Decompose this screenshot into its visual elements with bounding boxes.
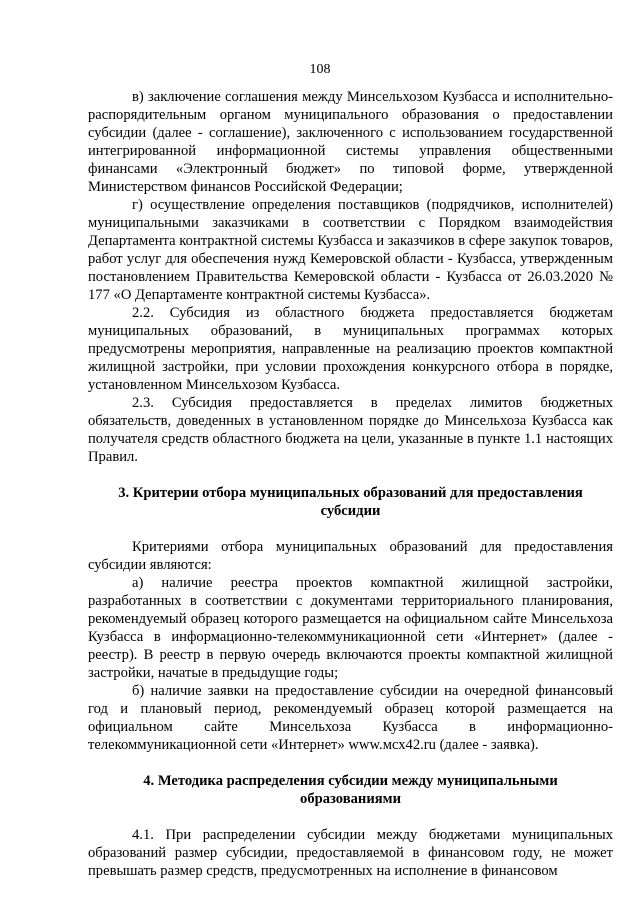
paragraph-2-2: 2.2. Субсидия из областного бюджета предоставляется бюджетам муниципальных образований, в муниципальных программах которых предусмотрены мероприятия, направленные на реализацию проектов компактной жилищной застройки, при условии прохождения конкурсного отбора в порядке, установленном Минсельхозом Кузбасса.: [88, 305, 613, 393]
spacer: [88, 808, 613, 826]
section-3-heading: 3. Критерии отбора муниципальных образований для предоставления субсидии: [118, 485, 583, 519]
paragraph-2-3: 2.3. Субсидия предоставляется в пределах лимитов бюджетных обязательств, доведенных в установленном порядке до Минсельхоза Кузбасса как получателя средств областного бюджета на цели, указанные в пункте 1.1 настоящих Правил.: [88, 395, 613, 465]
section-3-criterion-a: а) наличие реестра проектов компактной жилищной застройки, разработанных в соответствии с документами территориального планирования, рекомендуемый образец которого размещается на официальном сайте Минсельхоза Кузбасса в информационно-телекоммуникационной сети «Интернет» (далее - реестр). В реестр в первую очередь включаются проекты компактной жилищной застройки, начатые в предыдущие годы;: [88, 575, 613, 681]
spacer: [88, 520, 613, 538]
spacer: [88, 754, 613, 772]
section-4-heading: 4. Методика распределения субсидии между муниципальными образованиями: [143, 773, 558, 807]
page-content: [88, 88, 613, 880]
paragraph-4-1: 4.1. При распределении субсидии между бюджетами муниципальных образований размер субсидии, предоставляемой в финансовом году, не может превышать размер средств, предусмотренных на исполнение в финансовом: [88, 827, 613, 879]
paragraph-v: в) заключение соглашения между Минсельхозом Кузбасса и исполнительно-распорядительным органом муниципального образования о предоставлении субсидии (далее - соглашение), заключенного с использованием государственной интегрированной информационной системы управления общественными финансами «Электронный бюджет» по типовой форме, утвержденной Министерством финансов Российской Федерации;: [88, 89, 613, 195]
spacer: [88, 466, 613, 484]
section-3-criterion-b: б) наличие заявки на предоставление субсидии на очередной финансовый год и плановый период, рекомендуемый образец которой размещается на официальном сайте Минсельхоза Кузбасса в информационно-телекоммуникационной сети «Интернет» www.мсх42.ru (далее - заявка).: [88, 683, 613, 753]
section-3-intro: Критериями отбора муниципальных образований для предоставления субсидии являются:: [88, 539, 613, 573]
paragraph-g: г) осуществление определения поставщиков (подрядчиков, исполнителей) муниципальными заказчиками в соответствии с Порядком взаимодействия Департамента контрактной системы Кузбасса и заказчиков в сфере закупок товаров, работ услуг для обеспечения нужд Кемеровской области - Кузбасса, утвержденным постановлением Правительства Кемеровской области - Кузбасса от 26.03.2020 № 177 «О Департаменте контрактной системы Кузбасса».: [88, 197, 613, 303]
page-number: 108: [309, 62, 331, 77]
